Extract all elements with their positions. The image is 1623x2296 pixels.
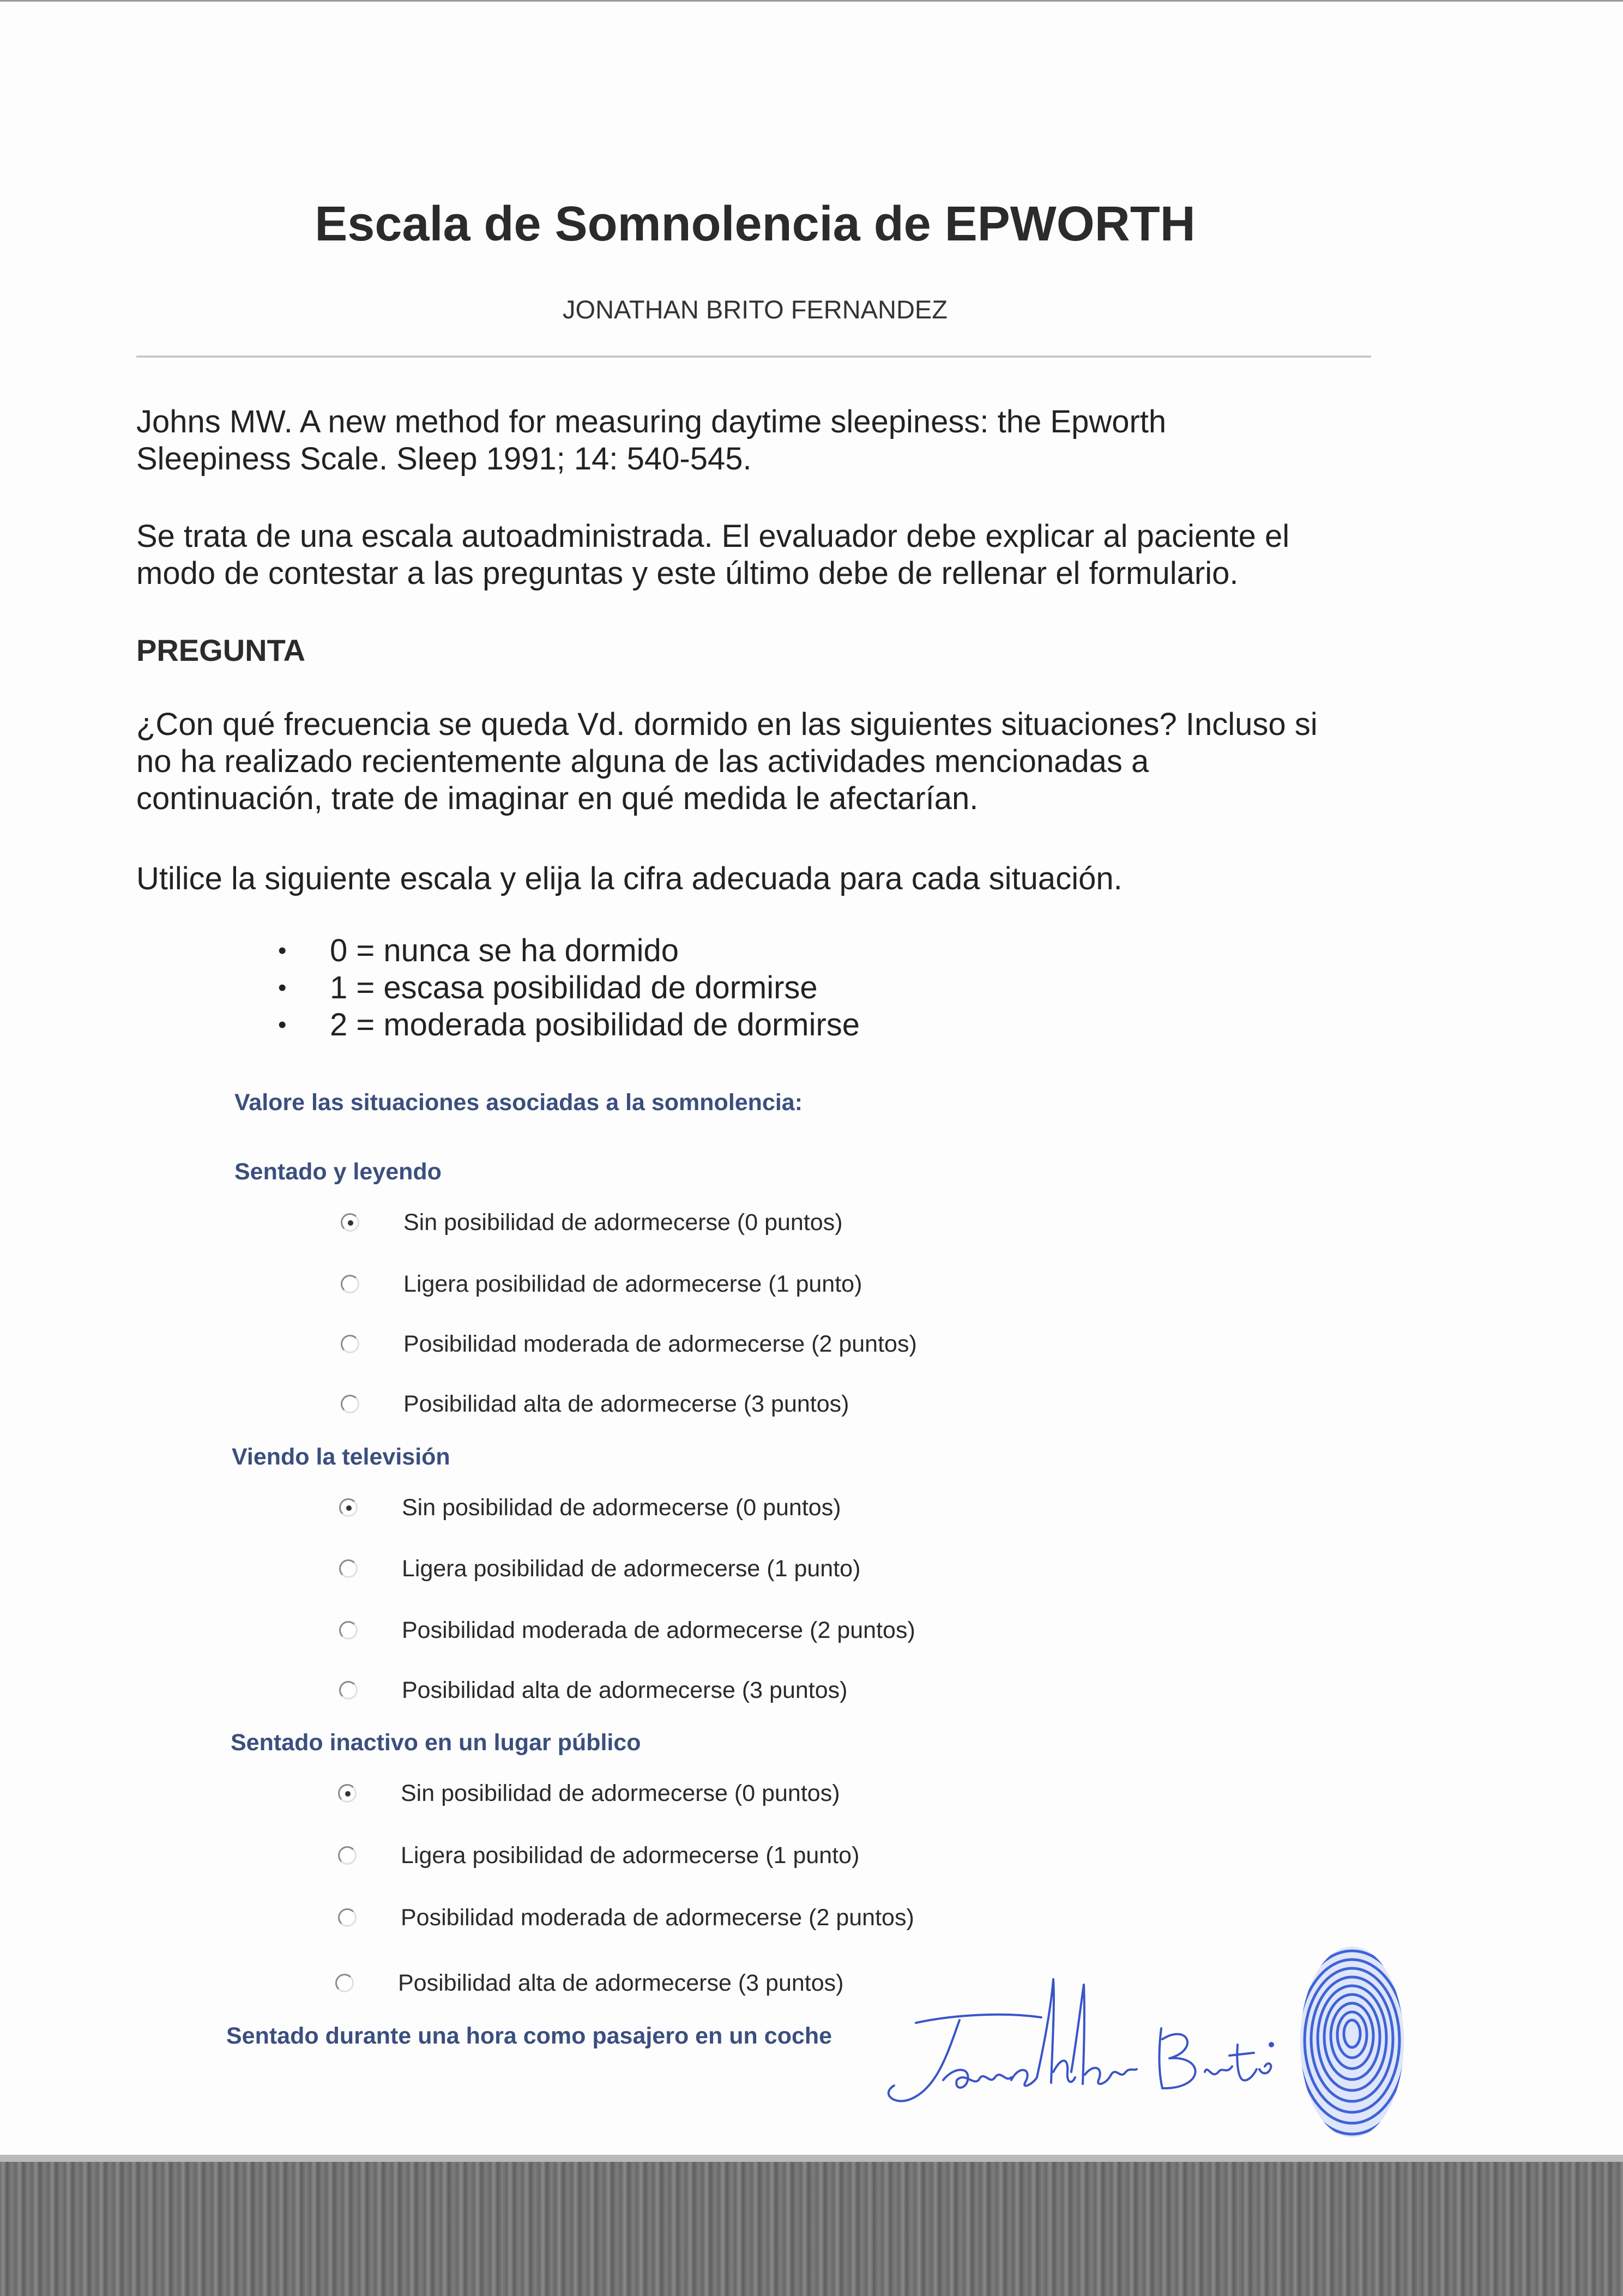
divider <box>136 355 1371 358</box>
scan-border <box>0 2155 1623 2162</box>
page-title: Escala de Somnolencia de EPWORTH <box>315 197 1196 251</box>
radio-button[interactable] <box>338 1908 357 1927</box>
scan-top-edge <box>0 0 1623 2</box>
radio-button[interactable] <box>338 1784 357 1803</box>
option-label: Posibilidad alta de adormecerse (3 puntos) <box>403 1390 849 1417</box>
radio-button[interactable] <box>339 1621 358 1640</box>
option-row[interactable] <box>338 1904 914 1931</box>
option-row[interactable] <box>338 1780 840 1806</box>
scale-list <box>278 932 860 1044</box>
option-row[interactable] <box>341 1330 917 1357</box>
option-row[interactable] <box>341 1390 849 1417</box>
radio-button[interactable] <box>339 1559 358 1578</box>
option-label: Sin posibilidad de adormecerse (0 puntos) <box>403 1209 843 1236</box>
option-row[interactable] <box>339 1494 841 1521</box>
situation-label-tv: Viendo la televisión <box>232 1444 450 1470</box>
question-text: ¿Con qué frecuencia se queda Vd. dormido en las siguientes situaciones? Incluso si no ha realizado recientemente alguna de las actividades mencionadas a continuación, trate de imaginar en qué medida le afectarían. <box>136 707 1318 816</box>
option-label: Posibilidad alta de adormecerse (3 puntos) <box>398 1969 844 1996</box>
option-row[interactable] <box>341 1209 843 1236</box>
option-label: Posibilidad moderada de adormecerse (2 puntos) <box>403 1330 917 1357</box>
radio-button[interactable] <box>339 1498 358 1517</box>
radio-button[interactable] <box>335 1974 354 1992</box>
situation-label-car: Sentado durante una hora como pasajero en un coche <box>226 2023 832 2049</box>
radio-button[interactable] <box>341 1275 359 1293</box>
scale-item: • 0 = nunca se ha dormido <box>278 932 860 969</box>
option-label: Posibilidad alta de adormecerse (3 puntos) <box>402 1677 848 1703</box>
option-label: Ligera posibilidad de adormecerse (1 punto) <box>402 1555 861 1582</box>
radio-button[interactable] <box>341 1395 359 1413</box>
scanner-background <box>0 2162 1623 2296</box>
scale-instruction: Utilice la siguiente escala y elija la cifra adecuada para cada situación. <box>136 861 1123 896</box>
situation-label-public: Sentado inactivo en un lugar público <box>231 1729 641 1756</box>
option-label: Posibilidad moderada de adormecerse (2 puntos) <box>401 1904 914 1931</box>
option-row[interactable] <box>335 1969 844 1996</box>
author-name: JONATHAN BRITO FERNANDEZ <box>563 295 948 324</box>
fingerprint-image <box>1292 1941 1412 2143</box>
option-row[interactable] <box>339 1555 861 1582</box>
option-label: Ligera posibilidad de adormecerse (1 punto) <box>403 1270 862 1297</box>
option-label: Ligera posibilidad de adormecerse (1 punto) <box>401 1842 860 1869</box>
option-label: Sin posibilidad de adormecerse (0 puntos) <box>402 1494 841 1521</box>
option-row[interactable] <box>341 1270 862 1297</box>
option-label: Sin posibilidad de adormecerse (0 puntos) <box>401 1780 840 1806</box>
radio-button[interactable] <box>339 1681 358 1700</box>
scale-item: • 1 = escasa posibilidad de dormirse <box>278 969 860 1007</box>
situation-label-reading: Sentado y leyendo <box>234 1159 442 1185</box>
scale-item: • 2 = moderada posibilidad de dormirse <box>278 1007 860 1044</box>
question-heading: PREGUNTA <box>136 633 306 667</box>
option-label: Posibilidad moderada de adormecerse (2 puntos) <box>402 1617 915 1643</box>
form-prompt: Valore las situaciones asociadas a la somnolencia: <box>234 1089 803 1116</box>
signature <box>878 1963 1292 2126</box>
intro-text: Se trata de una escala autoadministrada. El evaluador debe explicar al paciente el modo de contestar a las preguntas y este último debe de rellenar el formulario. <box>136 519 1290 591</box>
option-row[interactable] <box>339 1677 848 1703</box>
radio-button[interactable] <box>341 1335 359 1353</box>
radio-button[interactable] <box>338 1846 357 1865</box>
option-row[interactable] <box>338 1842 860 1869</box>
reference-text: Johns MW. A new method for measuring daytime sleepiness: the Epworth Sleepiness Scale. Sleep 1991; 14: 540-545. <box>136 404 1167 477</box>
radio-button[interactable] <box>341 1213 359 1232</box>
option-row[interactable] <box>339 1617 915 1643</box>
